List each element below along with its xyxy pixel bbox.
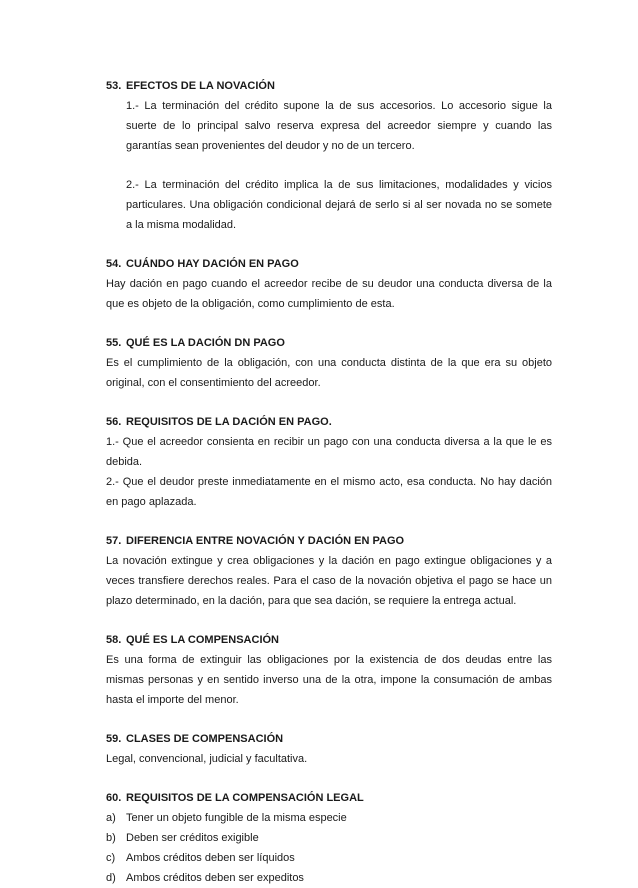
- section-number: 57.: [106, 535, 122, 547]
- section-title: QUÉ ES LA COMPENSACIÓN: [126, 634, 279, 646]
- section-59: [106, 729, 552, 769]
- list-item: [106, 868, 552, 888]
- requirements-list: [106, 808, 552, 888]
- section-title: DIFERENCIA ENTRE NOVACIÓN Y DACIÓN EN PAGO: [126, 535, 405, 547]
- section-paragraph: Es el cumplimiento de la obligación, con una conducta distinta de la que era su objeto original, con el consentimiento del acreedor.: [106, 357, 552, 389]
- list-marker: d): [106, 872, 116, 884]
- section-heading: [106, 729, 552, 749]
- section-title: REQUISITOS DE LA COMPENSACIÓN LEGAL: [126, 792, 364, 804]
- list-item-text: Tener un objeto fungible de la misma especie: [126, 812, 347, 824]
- section-55: [106, 333, 552, 393]
- section-paragraph: 1.- Que el acreedor consienta en recibir un pago con una conducta diversa a la que le es debida.: [106, 436, 552, 468]
- section-56: [106, 412, 552, 512]
- section-paragraph: Hay dación en pago cuando el acreedor recibe de su deudor una conducta diversa de la que es objeto de la obligación, como cumplimiento de esta.: [106, 278, 552, 310]
- section-heading: [106, 788, 552, 808]
- section-number: 59.: [106, 733, 122, 745]
- section-53: [106, 76, 552, 235]
- section-heading: [106, 630, 552, 650]
- section-title: CLASES DE COMPENSACIÓN: [126, 733, 284, 745]
- section-number: 54.: [106, 258, 122, 270]
- section-60: [106, 788, 552, 888]
- section-title: REQUISITOS DE LA DACIÓN EN PAGO.: [126, 416, 332, 428]
- section-heading: [106, 254, 552, 274]
- section-paragraph: La novación extingue y crea obligaciones y la dación en pago extingue obligaciones y a veces transfiere derechos reales. Para el caso de la novación objetiva el pago se hace un plazo determinado, en la dación, para que sea dación, se requiere la entrega actual.: [106, 555, 552, 607]
- section-number: 60.: [106, 792, 122, 804]
- section-54: [106, 254, 552, 314]
- section-heading: [106, 412, 552, 432]
- section-number: 56.: [106, 416, 122, 428]
- section-number: 55.: [106, 337, 122, 349]
- list-item-text: Deben ser créditos exigible: [126, 832, 259, 844]
- list-item: [106, 828, 552, 848]
- list-marker: a): [106, 812, 116, 824]
- section-number: 53.: [106, 80, 122, 92]
- list-item-text: Ambos créditos deben ser expeditos: [126, 872, 304, 884]
- section-paragraph: Es una forma de extinguir las obligaciones por la existencia de dos deudas entre las mismas personas y en sentido inverso una de la otra, impone la consumación de ambas hasta el importe del menor.: [106, 654, 552, 706]
- section-57: [106, 531, 552, 611]
- list-item-text: Ambos créditos deben ser líquidos: [126, 852, 295, 864]
- section-number: 58.: [106, 634, 122, 646]
- section-heading: [106, 531, 552, 551]
- section-paragraph: Legal, convencional, judicial y facultativa.: [106, 753, 308, 765]
- section-heading: [106, 333, 552, 353]
- section-58: [106, 630, 552, 710]
- section-heading: [106, 76, 552, 96]
- section-title: CUÁNDO HAY DACIÓN EN PAGO: [126, 258, 299, 270]
- section-title: QUÉ ES LA DACIÓN DN PAGO: [126, 337, 285, 349]
- section-paragraph: 2.- La terminación del crédito implica la de sus limitaciones, modalidades y vicios particulares. Una obligación condicional dejará de serlo si al ser novada no se somete a la misma modalidad.: [126, 179, 552, 231]
- section-body: [106, 96, 552, 235]
- list-item: [106, 848, 552, 868]
- list-marker: b): [106, 832, 116, 844]
- list-item: [106, 808, 552, 828]
- section-title: EFECTOS DE LA NOVACIÓN: [126, 80, 275, 92]
- list-marker: c): [106, 852, 116, 864]
- section-paragraph: 2.- Que el deudor preste inmediatamente en el mismo acto, esa conducta. No hay dación en pago aplazada.: [106, 476, 552, 508]
- section-paragraph: 1.- La terminación del crédito supone la de sus accesorios. Lo accesorio sigue la suerte de lo principal salvo reserva expresa del acreedor siempre y cuando las garantías sean provenientes del deudor y no de un tercero.: [126, 100, 552, 152]
